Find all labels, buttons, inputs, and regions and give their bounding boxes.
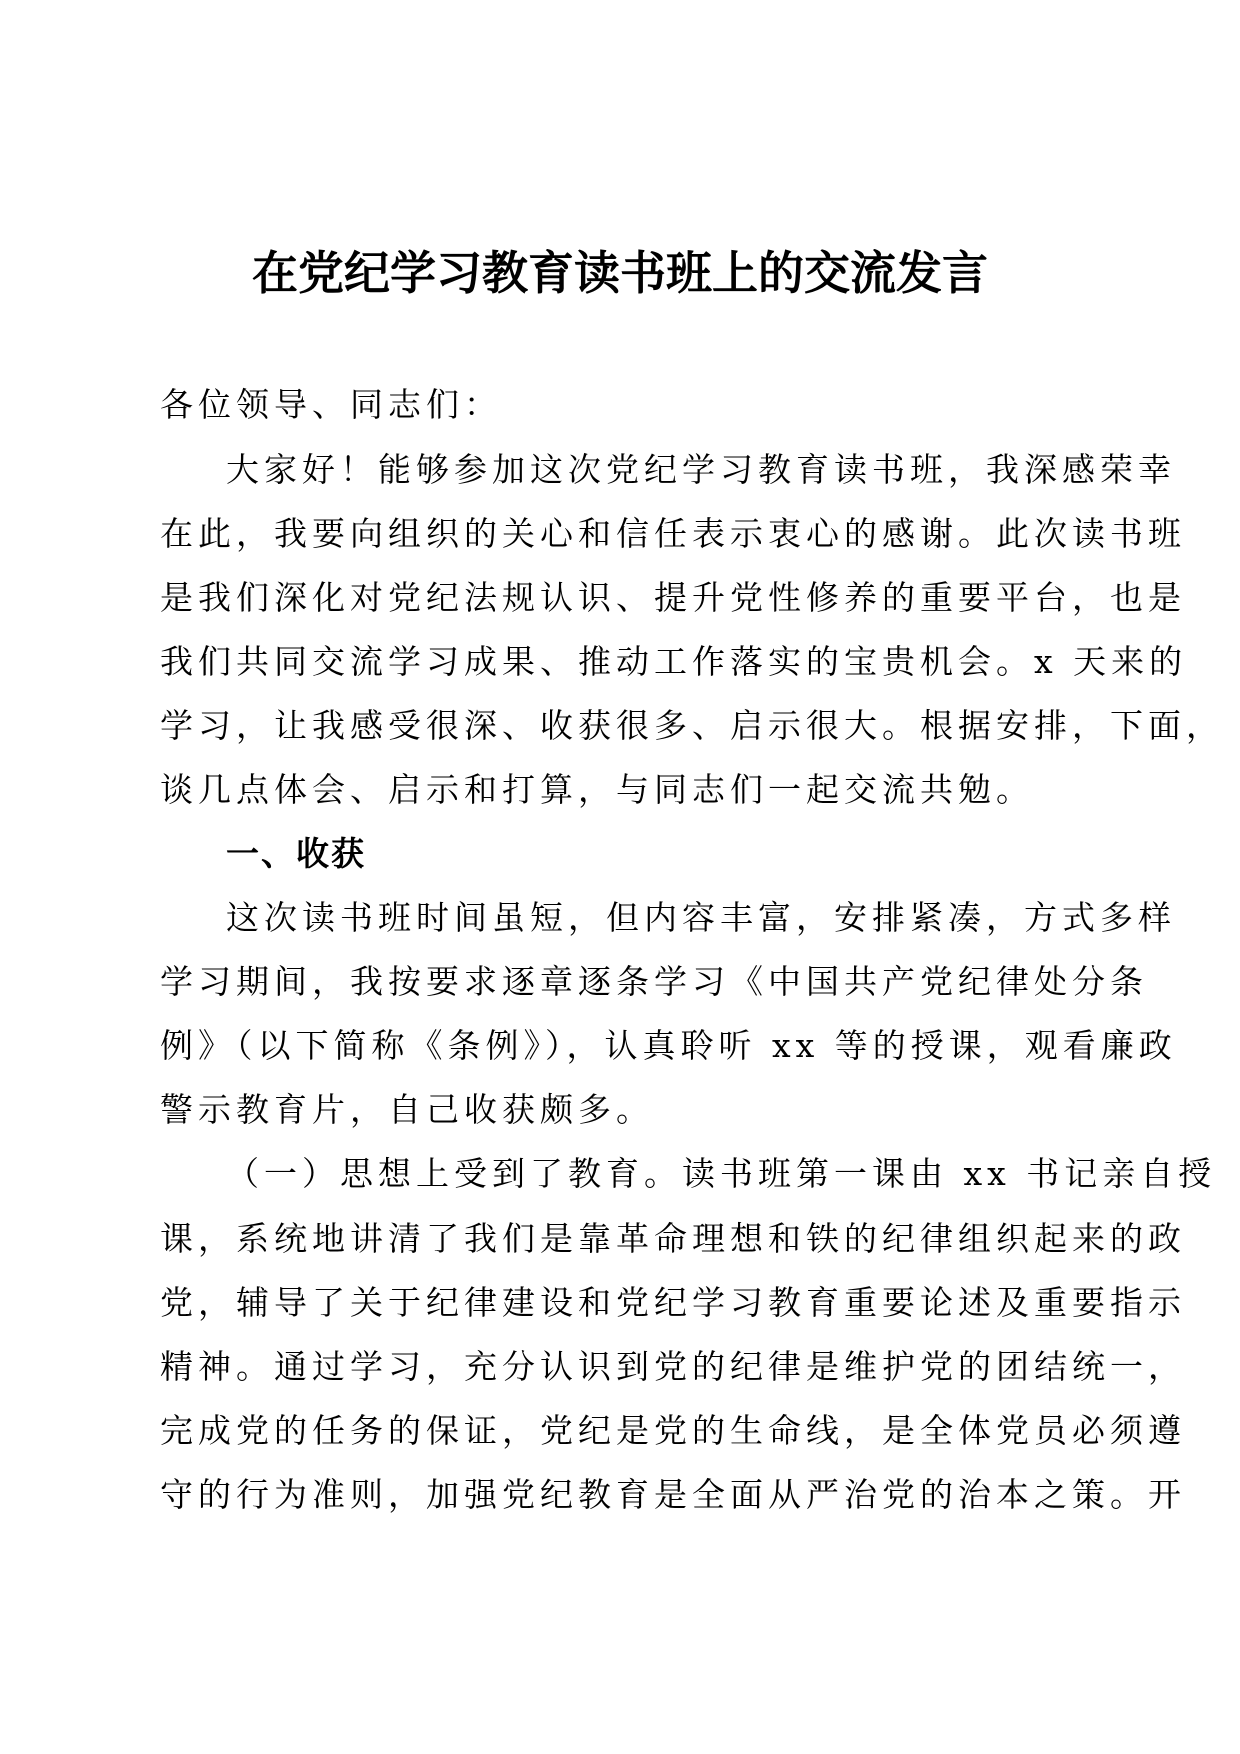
- paragraph-line: 完成党的任务的保证，党纪是党的生命线，是全体党员必须遵: [160, 1411, 1186, 1450]
- document-title: 在党纪学习教育读书班上的交流发言: [252, 246, 988, 300]
- paragraph-line: 课，系统地讲清了我们是靠革命理想和铁的纪律组织起来的政: [160, 1219, 1186, 1258]
- section-heading: 一、收获: [226, 834, 366, 873]
- salutation: 各位领导、同志们：: [160, 385, 502, 424]
- paragraph-line: 在此，我要向组织的关心和信任表示衷心的感谢。此次读书班: [160, 514, 1186, 553]
- paragraph-line: 学习期间，我按要求逐章逐条学习《中国共产党纪律处分条: [160, 962, 1148, 1001]
- paragraph-line: 学习，让我感受很深、收获很多、启示很大。根据安排，下面，: [160, 706, 1224, 745]
- paragraph-line: 谈几点体会、启示和打算，与同志们一起交流共勉。: [160, 770, 1034, 809]
- paragraph-line: 例》（以下简称《条例》），认真聆听 xx 等的授课，观看廉政: [160, 1026, 1177, 1065]
- paragraph-line: 是我们深化对党纪法规认识、提升党性修养的重要平台，也是: [160, 578, 1186, 617]
- paragraph-line: 这次读书班时间虽短，但内容丰富，安排紧凑，方式多样: [226, 898, 1176, 937]
- paragraph-line: 警示教育片，自己收获颇多。: [160, 1090, 654, 1129]
- paragraph-line: 精神。通过学习，充分认识到党的纪律是维护党的团结统一，: [160, 1347, 1186, 1386]
- paragraph-line: 党，辅导了关于纪律建设和党纪学习教育重要论述及重要指示: [160, 1283, 1186, 1322]
- paragraph-line: 守的行为准则，加强党纪教育是全面从严治党的治本之策。开: [160, 1475, 1186, 1514]
- subsection-line: （一）思想上受到了教育。读书班第一课由 xx 书记亲自授: [226, 1154, 1217, 1193]
- paragraph-line: 我们共同交流学习成果、推动工作落实的宝贵机会。x 天来的: [160, 642, 1188, 681]
- paragraph-line: 大家好！能够参加这次党纪学习教育读书班，我深感荣幸: [226, 450, 1176, 489]
